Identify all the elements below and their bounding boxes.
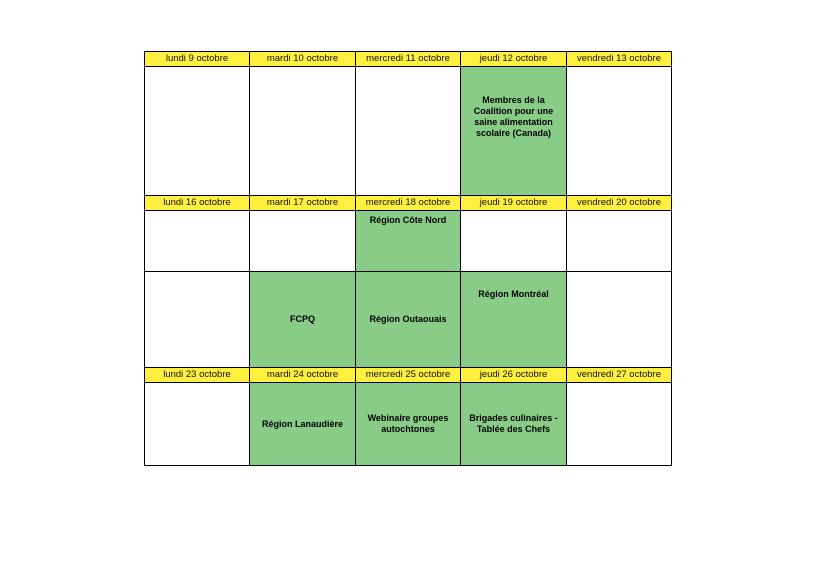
- calendar-event-brigades: Brigades culinaires - Tablée des Chefs: [461, 383, 567, 466]
- day-header: vendredi 27 octobre: [567, 368, 672, 383]
- calendar-event-fcpq: FCPQ: [250, 272, 356, 368]
- week-1-row-1: [145, 67, 672, 196]
- week-3-header-row: [145, 368, 672, 383]
- calendar-cell-empty: [250, 211, 356, 272]
- day-header: lundi 9 octobre: [145, 52, 250, 67]
- calendar-cell-empty: [567, 211, 672, 272]
- calendar-table: [144, 51, 672, 466]
- day-header: mercredi 18 octobre: [356, 196, 461, 211]
- calendar-cell-empty: [145, 272, 250, 368]
- day-header: vendredi 13 octobre: [567, 52, 672, 67]
- calendar-cell-empty: [567, 67, 672, 196]
- week-1-header-row: [145, 52, 672, 67]
- day-header: mercredi 25 octobre: [356, 368, 461, 383]
- calendar-event-webinaire: Webinaire groupes autochtones: [356, 383, 461, 466]
- calendar-cell-empty: [250, 67, 356, 196]
- day-header: lundi 16 octobre: [145, 196, 250, 211]
- calendar-event-montreal: Région Montréal: [461, 272, 567, 368]
- calendar-event-outaouais: Région Outaouais: [356, 272, 461, 368]
- calendar-cell-empty: [461, 211, 567, 272]
- calendar-event-coalition: Membres de la Coalition pour une saine alimentation scolaire (Canada): [461, 67, 567, 196]
- calendar-cell-empty: [567, 272, 672, 368]
- calendar-cell-empty: [145, 67, 250, 196]
- calendar-cell-empty: [145, 383, 250, 466]
- day-header: jeudi 26 octobre: [461, 368, 567, 383]
- calendar-event-cote-nord: Région Côte Nord: [356, 211, 461, 272]
- calendar-cell-empty: [145, 211, 250, 272]
- day-header: lundi 23 octobre: [145, 368, 250, 383]
- week-2-header-row: [145, 196, 672, 211]
- calendar-event-lanaudiere: Région Lanaudière: [250, 383, 356, 466]
- calendar-cell-empty: [567, 383, 672, 466]
- day-header: mardi 17 octobre: [250, 196, 356, 211]
- day-header: mercredi 11 octobre: [356, 52, 461, 67]
- week-3-row-1: [145, 383, 672, 466]
- day-header: jeudi 12 octobre: [461, 52, 567, 67]
- day-header: mardi 24 octobre: [250, 368, 356, 383]
- week-2-row-2: [145, 272, 672, 368]
- day-header: jeudi 19 octobre: [461, 196, 567, 211]
- calendar-cell-empty: [356, 67, 461, 196]
- day-header: mardi 10 octobre: [250, 52, 356, 67]
- day-header: vendredi 20 octobre: [567, 196, 672, 211]
- week-2-row-1: [145, 211, 672, 272]
